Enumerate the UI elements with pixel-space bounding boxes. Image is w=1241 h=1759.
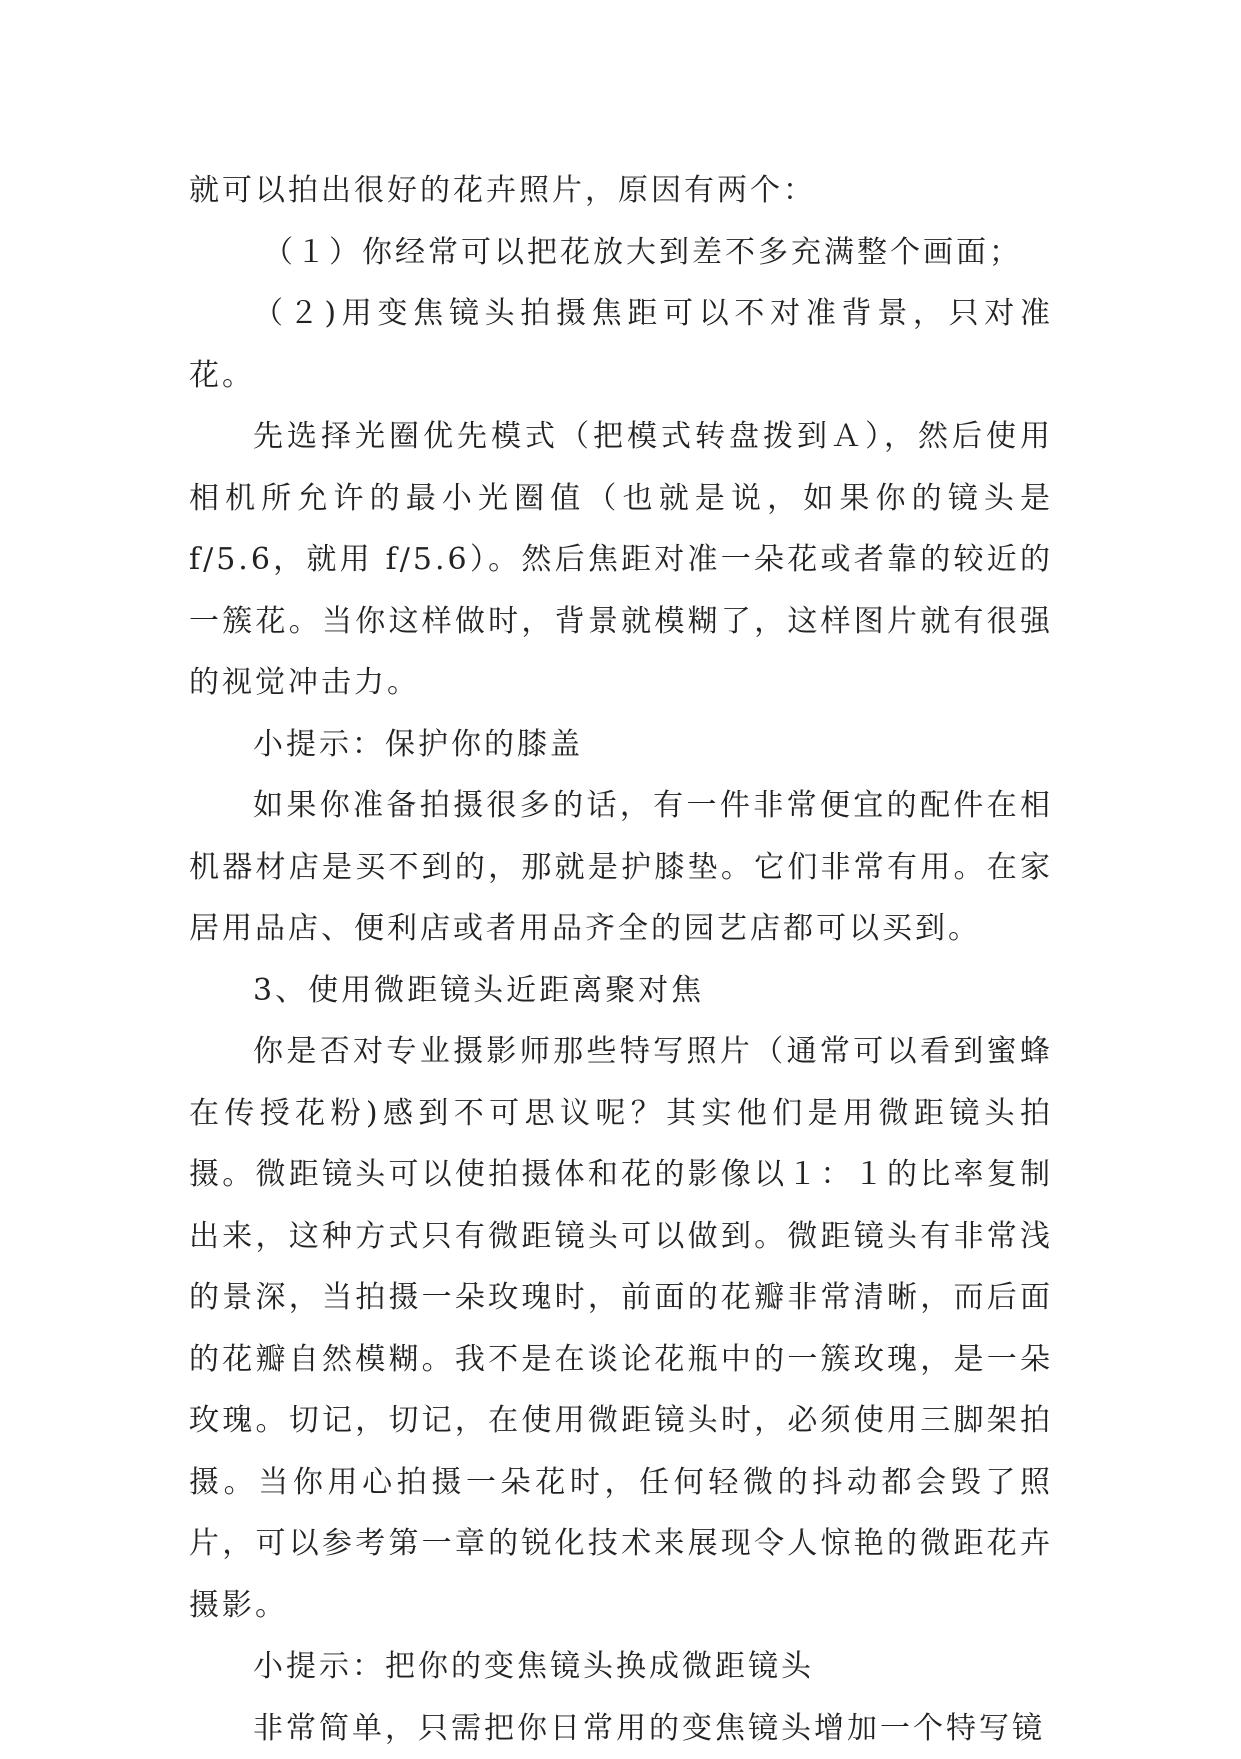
paragraph-reason-2: （２)用变焦镜头拍摄焦距可以不对准背景，只对准花。 bbox=[189, 283, 1053, 406]
paragraph-macro: 你是否对专业摄影师那些特写照片（通常可以看到蜜蜂在传授花粉)感到不可思议呢？其实他们是用微距镜头拍摄。微距镜头可以使拍摄体和花的影像以１：１的比率复制出来，这种方式只有微距镜头可以做到。微距镜头有非常浅的景深，当拍摄一朵玫瑰时，前面的花瓣非常清晰，而后面的花瓣自然模糊。我不是在谈论花瓶中的一簇玫瑰，是一朵玫瑰。切记，切记，在使用微距镜头时，必须使用三脚架拍摄。当你用心拍摄一朵花时，任何轻微的抖动都会毁了照片，可以参考第一章的锐化技术来展现令人惊艳的微距花卉摄影。 bbox=[189, 1021, 1053, 1636]
paragraph-aperture: 先选择光圈优先模式（把模式转盘拨到Ａ），然后使用相机所允许的最小光圈值（也就是说，如果你的镜头是f/5.6，就用 f/5.6）。然后焦距对准一朵花或者靠的较近的一簇花。当你这样做时，背景就模糊了，这样图片就有很强的视觉冲击力。 bbox=[189, 406, 1053, 714]
section-heading-macro: 3、使用微距镜头近距离聚对焦 bbox=[189, 960, 1053, 1022]
paragraph-reason-1: （１）你经常可以把花放大到差不多充满整个画面； bbox=[189, 222, 1053, 284]
paragraph-knee-pads: 如果你准备拍摄很多的话，有一件非常便宜的配件在相机器材店是买不到的，那就是护膝垫。它们非常有用。在家居用品店、便利店或者用品齐全的园艺店都可以买到。 bbox=[189, 775, 1053, 960]
paragraph-intro: 就可以拍出很好的花卉照片，原因有两个： bbox=[189, 160, 1053, 222]
paragraph-closeup-lens: 非常简单，只需把你日常用的变焦镜头增加一个特写镜 bbox=[189, 1698, 1053, 1759]
tip-heading-knees: 小提示：保护你的膝盖 bbox=[189, 714, 1053, 776]
tip-heading-macro-lens: 小提示：把你的变焦镜头换成微距镜头 bbox=[189, 1636, 1053, 1698]
body-text bbox=[189, 160, 1053, 1759]
